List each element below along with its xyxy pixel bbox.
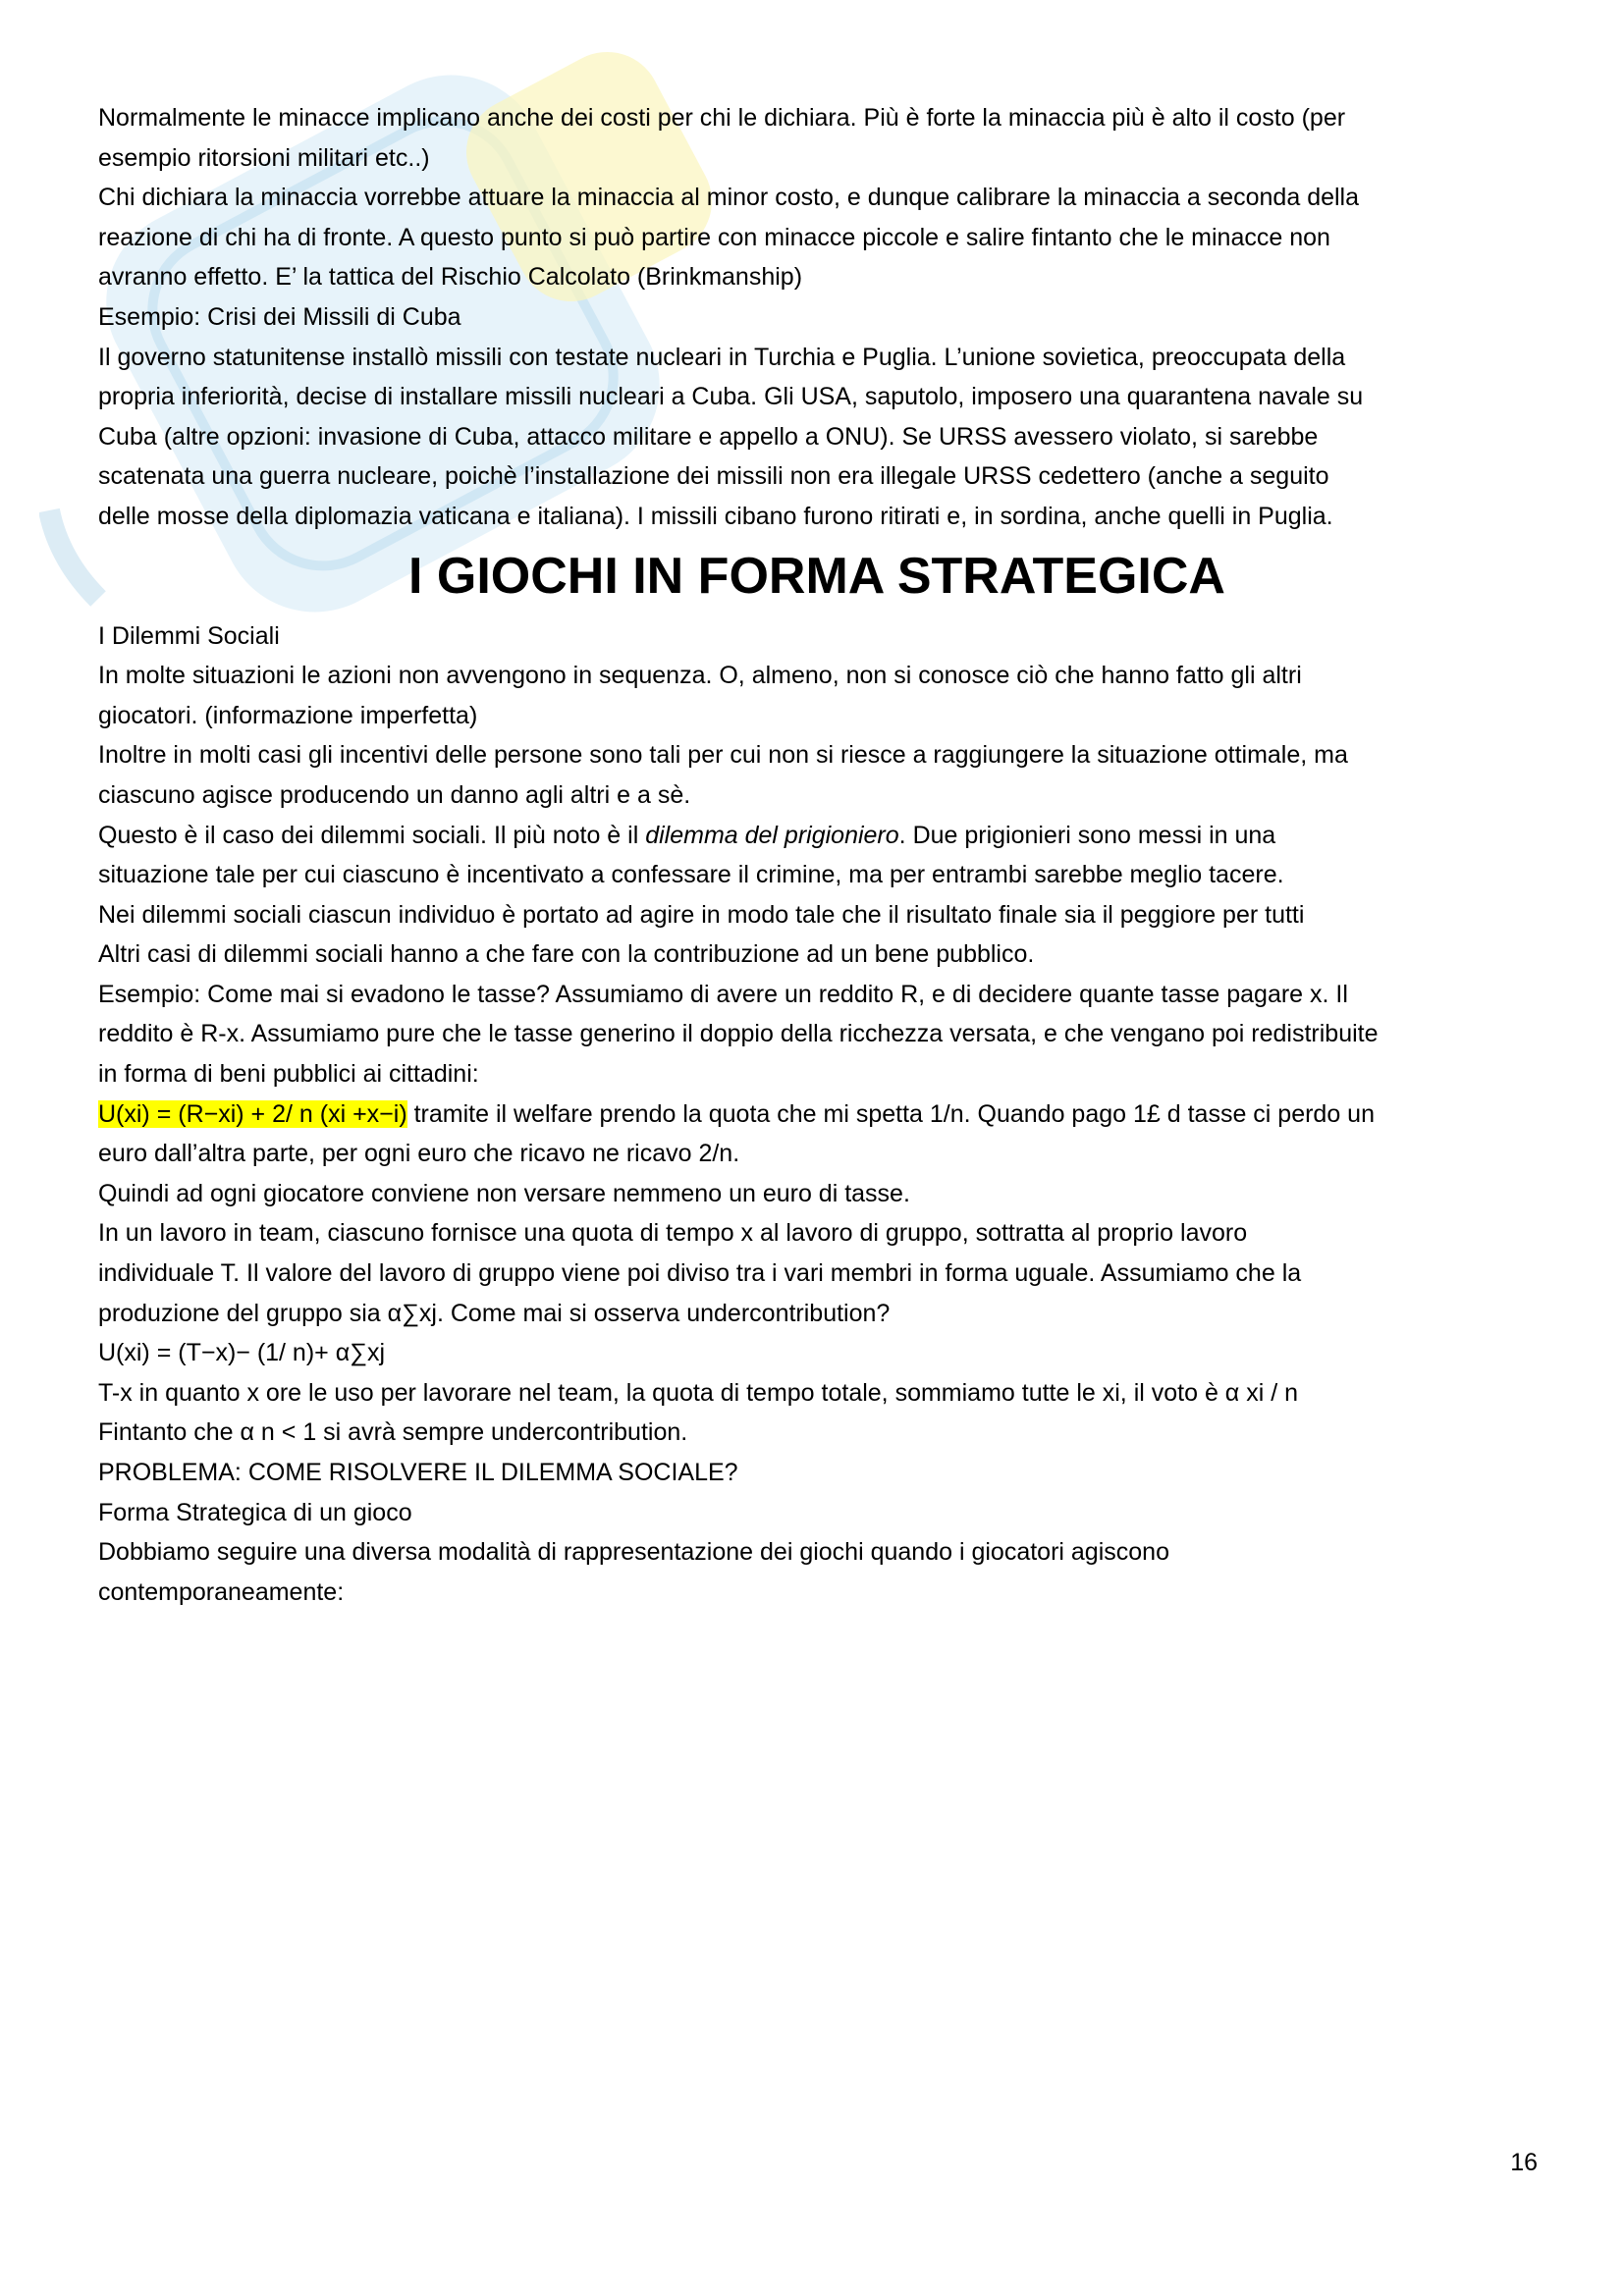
text-line: individuale T. Il valore del lavoro di gruppo viene poi diviso tra i vari membri in forma uguale. Assumiamo che la: [98, 1259, 1302, 1288]
social-dilemmas-section: [98, 616, 1536, 1613]
text-line: Fintanto che α n < 1 si avrà sempre undercontribution.: [98, 1418, 688, 1447]
subheading-line: Forma Strategica di un gioco: [98, 1498, 412, 1526]
text-line: Dobbiamo seguire una diversa modalità di rappresentazione dei giochi quando i giocatori agiscono: [98, 1538, 1169, 1567]
text-line: Il governo statunitense installò missili con testate nucleari in Turchia e Puglia. L’unione sovietica, preoccupata della: [98, 343, 1346, 371]
page-body: [98, 98, 1536, 1612]
text-line: Normalmente le minacce implicano anche dei costi per chi le dichiara. Più è forte la minaccia più è alto il costo (per: [98, 104, 1346, 132]
text-line: contemporaneamente:: [98, 1577, 345, 1606]
text-line: Inoltre in molti casi gli incentivi delle persone sono tali per cui non si riesce a raggiungere la situazione ottimale, ma: [98, 741, 1348, 770]
text-line: PROBLEMA: COME RISOLVERE IL DILEMMA SOCIALE?: [98, 1459, 738, 1486]
section-heading: I GIOCHI IN FORMA STRATEGICA: [408, 547, 1225, 605]
text-segment: . Due prigionieri sono messi in una: [898, 821, 1276, 849]
text-line: Nei dilemmi sociali ciascun individuo è portato ad agire in modo tale che il risultato finale sia il peggiore per tutti: [98, 900, 1305, 929]
text-line: In un lavoro in team, ciascuno fornisce una quota di tempo x al lavoro di gruppo, sottratta al proprio lavoro: [98, 1219, 1248, 1248]
text-line: Esempio: Crisi dei Missili di Cuba: [98, 302, 461, 331]
text-line: Cuba (altre opzioni: invasione di Cuba, attacco militare e appello a ONU). Se URSS avessero violato, si sarebbe: [98, 422, 1319, 451]
text-line: reazione di chi ha di fronte. A questo punto si può partire con minacce piccole e salire fintanto che le minacce non: [98, 223, 1330, 251]
text-line: delle mosse della diplomazia vaticana e italiana). I missili cibano furono ritirati e, in sordina, anche quelli in Puglia.: [98, 502, 1333, 530]
text-line: euro dall’altra parte, per ogni euro che ricavo ne ricavo 2/n.: [98, 1140, 740, 1168]
italic-term: dilemma del prigioniero: [645, 821, 899, 849]
text-line: Chi dichiara la minaccia vorrebbe attuare la minaccia al minor costo, e dunque calibrare la minaccia a seconda della: [98, 184, 1360, 212]
text-line: situazione tale per cui ciascuno è incentivato a confessare il crimine, ma per entrambi sarebbe meglio tacere.: [98, 861, 1284, 889]
text-line: propria inferiorità, decise di installare missili nucleari a Cuba. Gli USA, saputolo, imposero una quarantena navale su: [98, 383, 1364, 411]
text-line: ciascuno agisce producendo un danno agli altri e a sè.: [98, 780, 691, 809]
text-line: reddito è R-x. Assumiamo pure che le tasse generino il doppio della ricchezza versata, e che vengano poi redistribuite: [98, 1020, 1379, 1048]
text-line: esempio ritorsioni militari etc..): [98, 143, 430, 172]
text-line: avranno effetto. E’ la tattica del Rischio Calcolato (Brinkmanship): [98, 263, 803, 292]
text-segment: Questo è il caso dei dilemmi sociali. Il più noto è il: [98, 821, 646, 849]
highlighted-formula: U(xi) = (R−xi) + 2/ n (xi +x−i): [98, 1099, 407, 1128]
text-line: T-x in quanto x ore le uso per lavorare nel team, la quota di tempo totale, sommiamo tutte le xi, il voto è α xi / n: [98, 1378, 1298, 1407]
text-line: In molte situazioni le azioni non avvengono in sequenza. O, almeno, non si conosce ciò che hanno fatto gli altri: [98, 662, 1302, 690]
text-segment: tramite il welfare prendo la quota che mi spetta 1/n. Quando pago 1£ d tasse ci perdo un: [406, 1099, 1375, 1128]
page-number: 16: [1510, 2149, 1538, 2176]
formula-line: U(xi) = (T−x)− (1/ n)+ α∑xj: [98, 1339, 386, 1367]
threats-section: [98, 98, 1536, 537]
text-line: Altri casi di dilemmi sociali hanno a che fare con la contribuzione ad un bene pubblico.: [98, 940, 1035, 969]
text-line: giocatori. (informazione imperfetta): [98, 701, 478, 729]
text-line: [98, 816, 1536, 856]
text-line: [98, 1095, 1536, 1135]
text-line: in forma di beni pubblici ai cittadini:: [98, 1060, 479, 1089]
text-line: produzione del gruppo sia α∑xj. Come mai si osserva undercontribution?: [98, 1299, 891, 1327]
text-line: scatenata una guerra nucleare, poichè l’installazione dei missili non era illegale URSS cedettero (anche a seguito: [98, 462, 1329, 491]
text-line: Esempio: Come mai si evadono le tasse? Assumiamo di avere un reddito R, e di decidere quante tasse pagare x. Il: [98, 980, 1348, 1008]
subheading-line: I Dilemmi Sociali: [98, 621, 280, 650]
text-line: Quindi ad ogni giocatore conviene non versare nemmeno un euro di tasse.: [98, 1179, 910, 1207]
